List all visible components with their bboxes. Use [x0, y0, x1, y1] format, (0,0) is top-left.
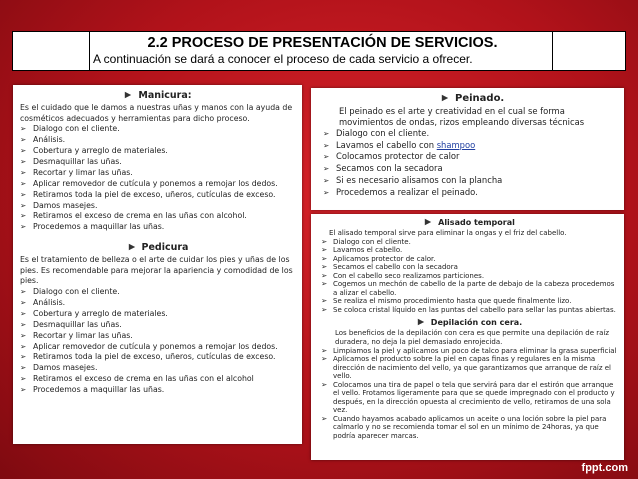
list-item [321, 263, 618, 272]
list-item [321, 306, 618, 315]
manicura-title: Manicura: [138, 90, 192, 101]
list-item [20, 342, 296, 353]
arrow-bullet-icon [128, 243, 136, 251]
list-item-text: Dialogo con el cliente. [333, 237, 411, 246]
list-item [20, 331, 296, 342]
alisado-steps [321, 238, 618, 315]
header-cell-right [553, 32, 625, 70]
list-item [20, 211, 296, 222]
arrow-bullet-icon [417, 318, 425, 326]
list-item [20, 363, 296, 374]
peinado-description: El peinado es el arte y creatividad en el cual se forma movimientos de ondas, rizos empleando diversas técnicas [339, 106, 585, 127]
list-item-text: Desmaquillar las uñas. [33, 319, 122, 329]
list-item [20, 298, 296, 309]
list-item-text: Retiramos toda la piel de exceso, uñeros, cutículas de exceso. [33, 352, 276, 362]
list-item-text: Análisis. [33, 297, 66, 307]
list-item-text: Procedemos a maquillar las uñas. [33, 385, 165, 395]
alisado-depilacion-panel [311, 214, 624, 460]
header-table [12, 31, 626, 71]
peinado-panel [311, 88, 624, 210]
list-item [20, 385, 296, 396]
list-item-text: Colocamos protector de calor [336, 151, 460, 162]
list-item-text: Aplicamos protector de calor. [333, 254, 436, 263]
arrow-bullet-icon [424, 218, 432, 226]
list-item [321, 246, 618, 255]
list-item [321, 280, 618, 297]
pedicura-steps [20, 287, 296, 396]
list-item-text: Retiramos el exceso de crema en las uñas con el alcohol [33, 374, 254, 384]
list-item [20, 320, 296, 331]
list-item-text: Si es necesario alisamos con la plancha [336, 174, 503, 185]
alisado-description: El alisado temporal sirve para eliminar la ongas y el friz del cabello. [329, 229, 567, 237]
list-item [321, 297, 618, 306]
list-item-text: Limpiamos la piel y aplicamos un poco de talco para eliminar la grasa superficial [333, 346, 617, 355]
list-item [20, 287, 296, 298]
list-item-text: Damos masejes. [33, 200, 98, 210]
fppt-logo: fppt.com [581, 462, 628, 474]
list-item [20, 135, 296, 146]
list-item-text: Retiramos toda la piel de exceso, uñeros, cutículas de exceso. [33, 189, 276, 199]
list-item-text: Con el cabello seco realizamos particiones. [333, 271, 485, 280]
list-item-text: Secamos con la secadora [336, 163, 443, 174]
list-item [20, 222, 296, 233]
page-title: 2.2 PROCESO DE PRESENTACIÓN DE SERVICIOS. [147, 35, 498, 51]
list-item-text: Aplicar removedor de cutícula y ponemos a remojar los dedos. [33, 178, 278, 188]
pedicura-description: Es el tratamiento de belleza o el arte de cuidar los pies y uñas de los pies. Es recomendable para mejorar la apariencia y comodidad de los pies. [20, 255, 293, 286]
list-item-text: Secamos el cabello con la secadora [333, 263, 458, 272]
manicura-pedicura-panel [13, 85, 302, 444]
page-subtitle: A continuación se dará a conocer el proceso de cada servicio a ofrecer. [93, 52, 473, 66]
header-cell-left [13, 32, 90, 70]
list-item [323, 151, 618, 163]
list-item [321, 381, 618, 415]
peinado-heading [323, 92, 618, 105]
list-item [20, 352, 296, 363]
list-item-text: Aplicamos el producto sobre la piel en capas finas y regulares en la misma dirección de nacimiento del vello, ya que garantizamos que arranque de raíz el vello. [333, 355, 611, 381]
arrow-bullet-icon [124, 91, 132, 99]
list-item-text: Dialogo con el cliente. [33, 287, 120, 297]
shampoo-link: shampoo [436, 139, 476, 150]
peinado-steps [323, 128, 618, 198]
peinado-title: Peinado. [455, 93, 505, 104]
list-item-text: Se realiza el mismo procedimiento hasta que quede finalmente lizo. [333, 297, 572, 306]
list-item-text: Colocamos una tira de papel o tela que servirá para dar el estirón que arranque el vello. Frotamos ligeramente para que se quede impregnado con el producto y después, en la dirección opuesta al crecimiento de vello, retiramos de una sola vez. [333, 380, 615, 415]
list-item [20, 374, 296, 385]
depilacion-steps [321, 347, 618, 441]
list-item [323, 187, 618, 199]
list-item-text: Desmaquillar las uñas. [33, 156, 122, 166]
list-item-text: Cuando hayamos acabado aplicamos un aceite o una loción sobre la piel para calmarlo y no se recomienda tomar el sol en un mínimo de 24horas, ya que podría aparecer marcas. [333, 414, 607, 441]
list-item-text: Procedemos a realizar el peinado. [336, 186, 478, 197]
list-item [321, 255, 618, 264]
list-item [20, 157, 296, 168]
list-item-text: Recortar y limar las uñas. [33, 330, 133, 340]
list-item [321, 347, 618, 356]
list-item [321, 238, 618, 247]
list-item [20, 146, 296, 157]
list-item-text: Procedemos a maquillar las uñas. [33, 222, 165, 232]
list-item [20, 309, 296, 320]
list-item-text: Retiramos el exceso de crema en las uñas con alcohol. [33, 211, 247, 221]
list-item-text: Se coloca cristal líquido en las puntas del cabello para sellar las puntas abiertas. [333, 305, 616, 314]
list-item-text: Aplicar removedor de cutícula y ponemos a remojar los dedos. [33, 341, 278, 351]
list-item-text: Cobertura y arreglo de materiales. [33, 308, 168, 318]
alisado-title: Alisado temporal [438, 218, 515, 227]
list-item [20, 124, 296, 135]
list-item-text: Damos masejes. [33, 363, 98, 373]
pedicura-heading [20, 241, 296, 254]
list-item [20, 179, 296, 190]
list-item [20, 168, 296, 179]
manicura-heading [20, 89, 296, 102]
list-item [321, 272, 618, 281]
header-cell-main [90, 32, 553, 70]
list-item-text: Análisis. [33, 135, 66, 145]
list-item-text: Dialogo con el cliente. [33, 124, 120, 134]
list-item-text: Lavamos el cabello. [333, 246, 403, 255]
depilacion-description: Los beneficios de la depilación con cera es que permite una depilación de raíz duradera, no deja la piel demasiado enrojecida. [335, 329, 610, 347]
list-item [321, 355, 618, 381]
arrow-bullet-icon [441, 94, 449, 102]
list-item [323, 140, 618, 152]
manicura-steps [20, 124, 296, 233]
list-item [323, 128, 618, 140]
list-item [20, 190, 296, 201]
list-item-text: Cobertura y arreglo de materiales. [33, 146, 168, 155]
list-item-text: Recortar y limar las uñas. [33, 167, 133, 177]
alisado-heading [321, 217, 618, 228]
depilacion-heading [321, 317, 618, 328]
depilacion-title: Depilación con cera. [430, 318, 523, 328]
list-item [20, 201, 296, 212]
list-item [321, 415, 618, 441]
manicura-description: Es el cuidado que le damos a nuestras uñas y manos con la ayuda de cosméticos adecuados y herramientas para dicho proceso. [20, 103, 293, 123]
list-item [323, 175, 618, 187]
list-item-text: Cogemos un mechón de cabello de la parte de debajo de la cabeza procedemos a alizar el cabello. [333, 280, 615, 297]
pedicura-title: Pedicura [141, 242, 189, 254]
list-item [323, 163, 618, 175]
list-item-text: Lavamos el cabello con [336, 139, 437, 150]
list-item-text: Dialogo con el cliente. [336, 128, 430, 138]
